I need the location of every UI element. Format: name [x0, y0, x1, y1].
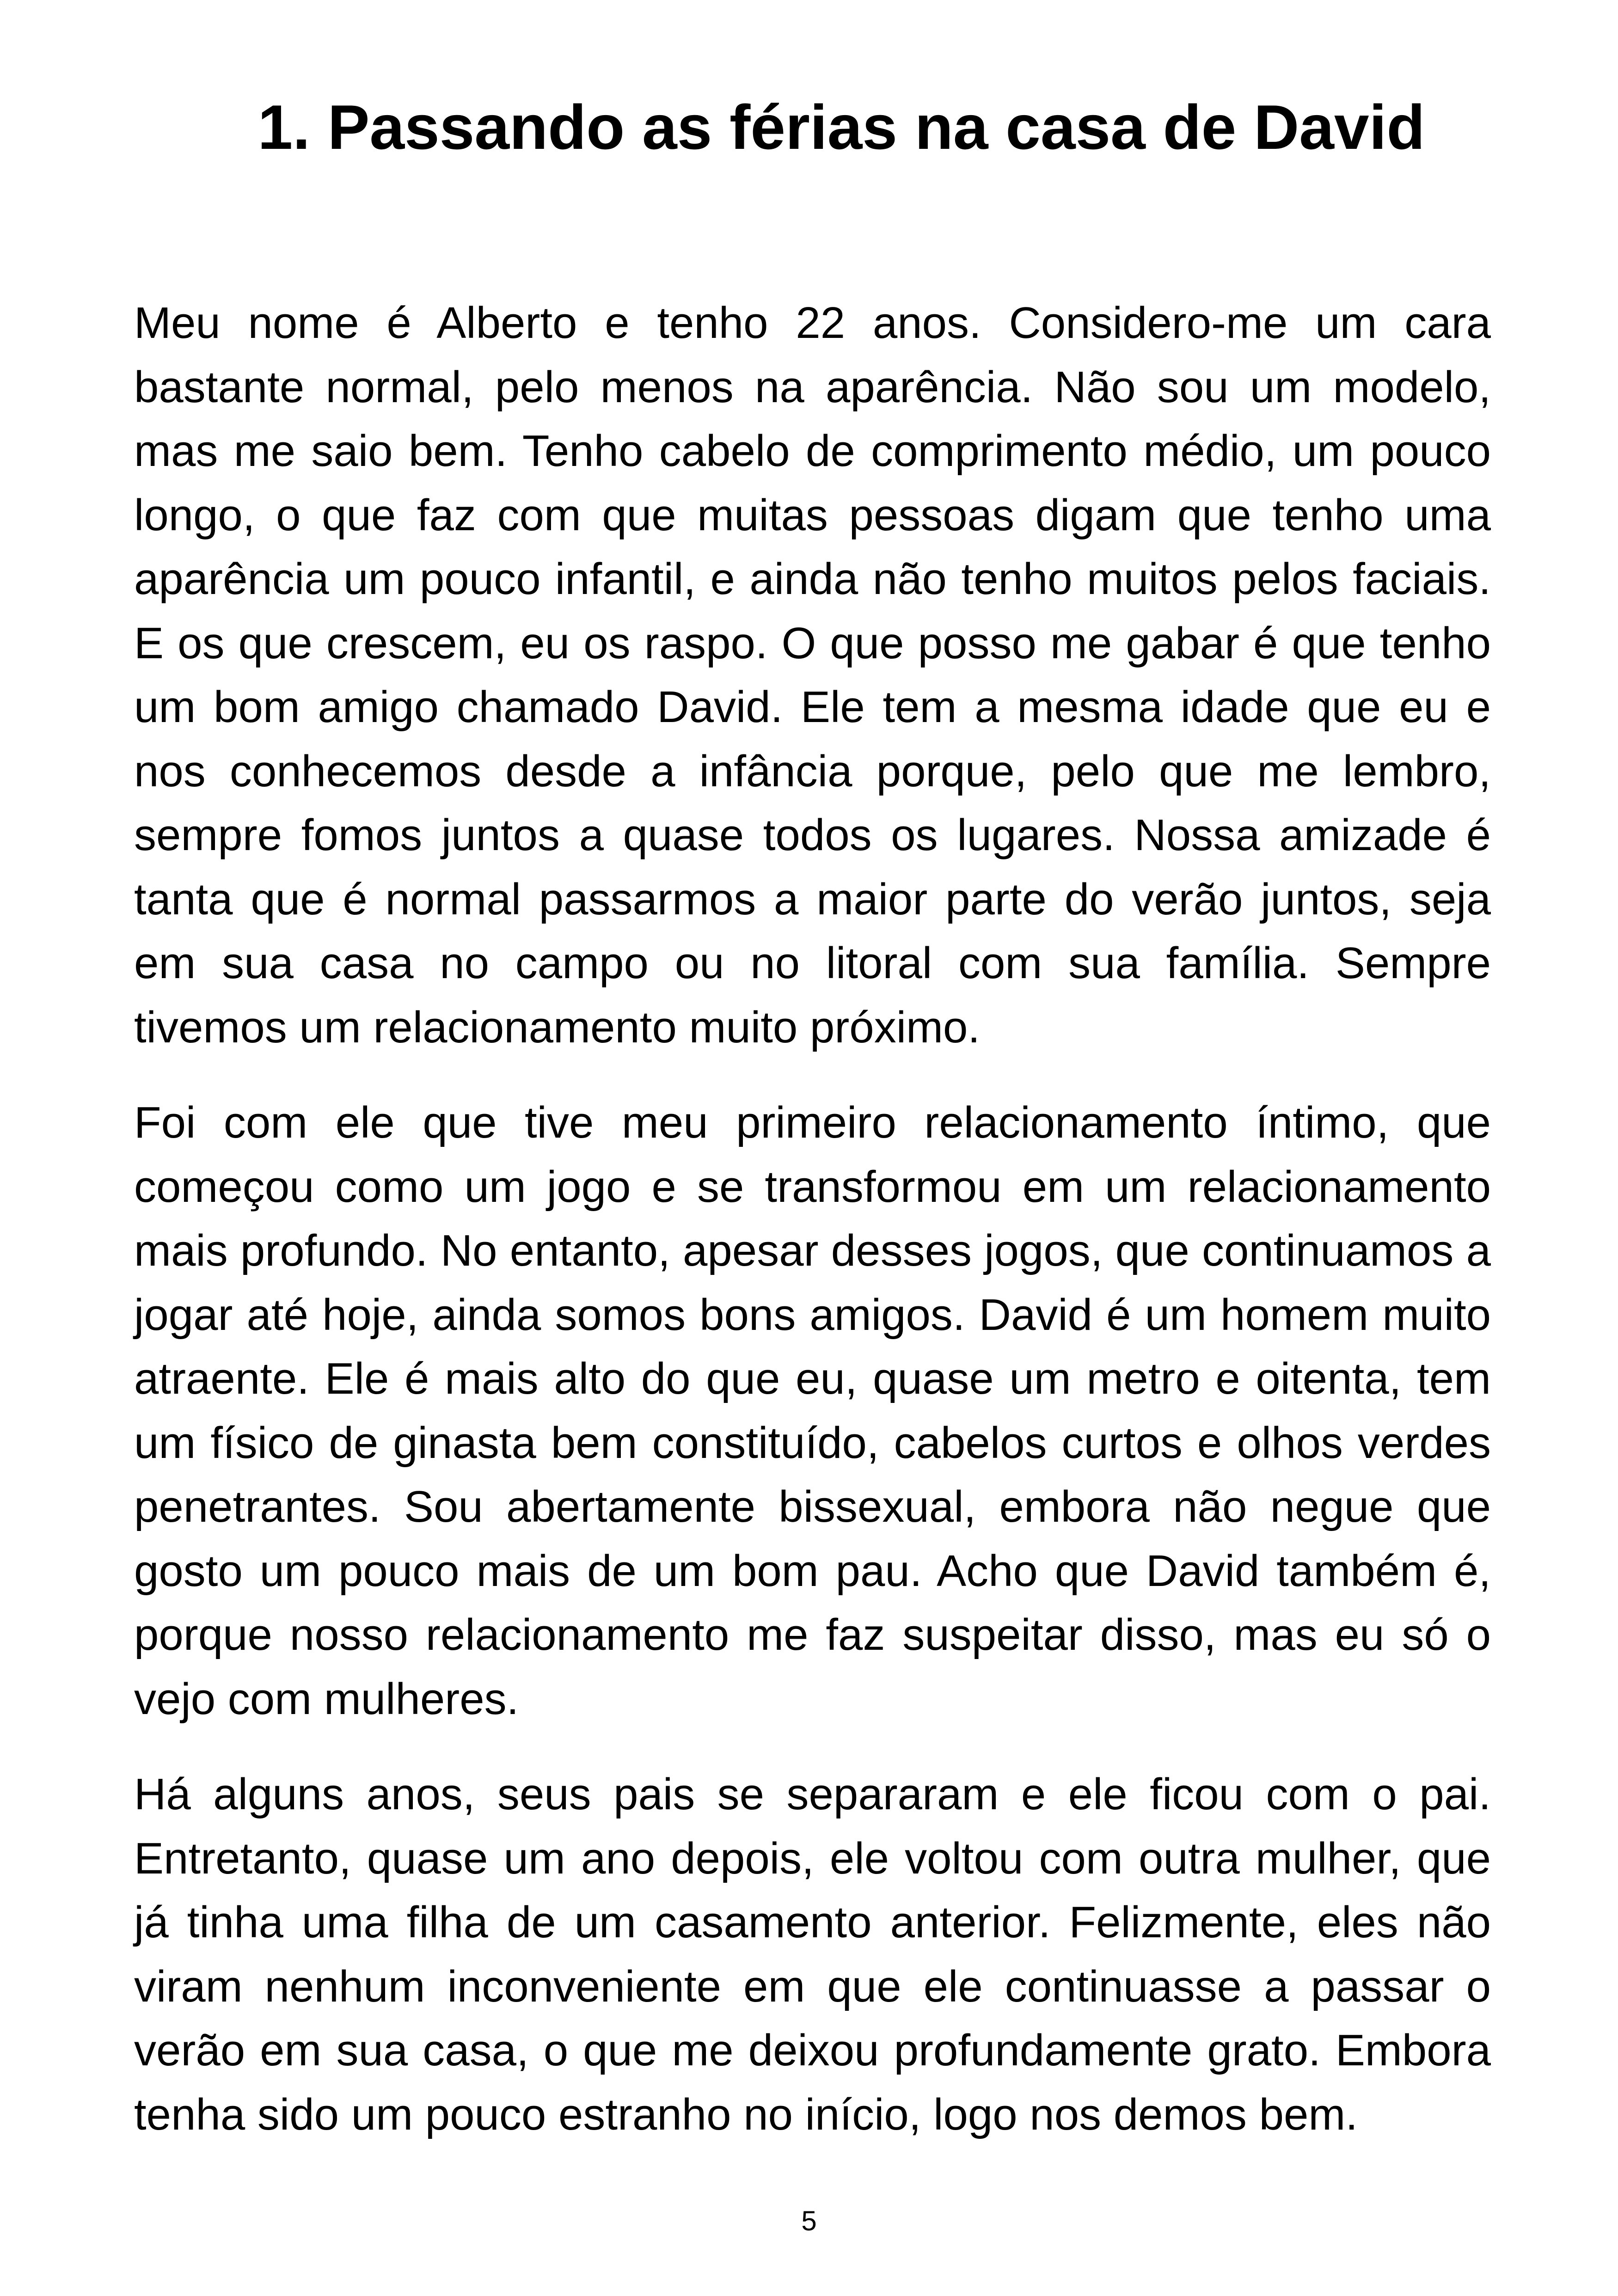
page-number: 5: [801, 2205, 817, 2236]
chapter-body: [134, 291, 1491, 2178]
chapter-title: 1. Passando as férias na casa de David: [257, 92, 1425, 162]
paragraph-1: Meu nome é Alberto e tenho 22 anos. Considero-me um cara bastante normal, pelo menos na aparência. Não sou um modelo, mas me saio bem. Tenho cabelo de comprimento médio, um pouco longo, o que faz com que muitas pessoas digam que tenho uma aparência um pouco infantil, e ainda não tenho muitos pelos faciais. E os que crescem, eu os raspo. O que posso me gabar é que tenho um bom amigo chamado David. Ele tem a mesma idade que eu e nos conhecemos desde a infância porque, pelo que me lembro, sempre fomos juntos a quase todos os lugares. Nossa amizade é tanta que é normal passarmos a maior parte do verão juntos, seja em sua casa no campo ou no litoral com sua família. Sempre tivemos um relacionamento muito próximo.: [134, 298, 1491, 1052]
paragraph-2: Foi com ele que tive meu primeiro relacionamento íntimo, que começou como um jogo e se transformou em um relacionamento mais profundo. No entanto, apesar desses jogos, que continuamos a jogar até hoje, ainda somos bons amigos. David é um homem muito atraente. Ele é mais alto do que eu, quase um metro e oitenta, tem um físico de ginasta bem constituído, cabelos curtos e olhos verdes penetrantes. Sou abertamente bissexual, embora não negue que gosto um pouco mais de um bom pau. Acho que David também é, porque nosso relacionamento me faz suspeitar disso, mas eu só o vejo com mulheres.: [134, 1098, 1491, 1724]
paragraph-3: Há alguns anos, seus pais se separaram e ele ficou com o pai. Entretanto, quase um ano depois, ele voltou com outra mulher, que já tinha uma filha de um casamento anterior. Felizmente, eles não viram nenhum inconveniente em que ele continuasse a passar o verão em sua casa, o que me deixou profundamente grato. Embora tenha sido um pouco estranho no início, logo nos demos bem.: [134, 1769, 1491, 2139]
